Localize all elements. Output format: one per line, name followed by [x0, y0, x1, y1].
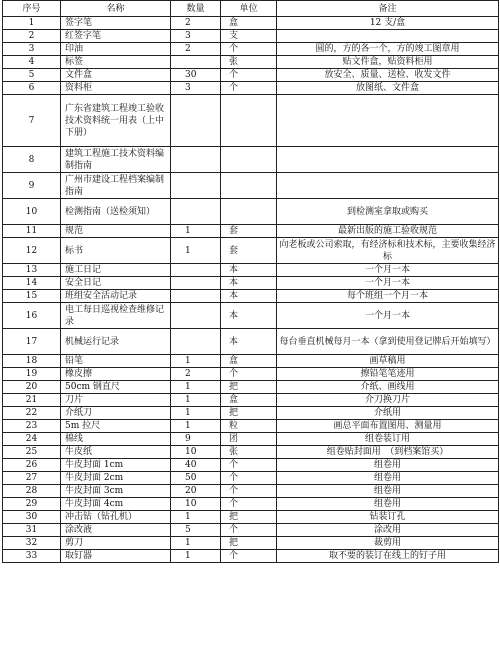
cell-note: 组卷用 [277, 459, 499, 472]
table-row [3, 238, 499, 264]
cell-note: 画草稿用 [277, 355, 499, 368]
table-row [3, 433, 499, 446]
cell-note: 放图纸、文件盒 [277, 82, 499, 95]
cell-unit: 本 [221, 329, 277, 355]
cell-qty: 1 [171, 238, 221, 264]
cell-name: 广东省建筑工程竣工验收技术资料统一用表（上中下册） [61, 95, 171, 147]
cell-name: 印油 [61, 43, 171, 56]
cell-no: 25 [3, 446, 61, 459]
header-note: 备注 [277, 1, 499, 17]
cell-qty: 20 [171, 485, 221, 498]
cell-name: 5m 拉尺 [61, 420, 171, 433]
cell-name: 棉线 [61, 433, 171, 446]
cell-name: 班组安全活动记录 [61, 290, 171, 303]
cell-note: 到检测室拿取或购买 [277, 199, 499, 225]
cell-qty: 3 [171, 30, 221, 43]
cell-name: 资料柜 [61, 82, 171, 95]
cell-unit: 本 [221, 290, 277, 303]
cell-note: 涂改用 [277, 524, 499, 537]
cell-note: 取不要的装订在线上的钉子用 [277, 550, 499, 563]
header-name: 名称 [61, 1, 171, 17]
cell-no: 15 [3, 290, 61, 303]
cell-qty: 1 [171, 225, 221, 238]
table-row [3, 355, 499, 368]
table-row [3, 225, 499, 238]
cell-name: 牛皮封面 3cm [61, 485, 171, 498]
table-header-row [3, 1, 499, 17]
cell-note [277, 95, 499, 147]
cell-qty [171, 277, 221, 290]
cell-unit: 套 [221, 238, 277, 264]
cell-qty [171, 95, 221, 147]
cell-name: 广州市建设工程档案编制指南 [61, 173, 171, 199]
cell-name: 牛皮封面 2cm [61, 472, 171, 485]
cell-note: 组卷用 [277, 485, 499, 498]
cell-note: 组卷用 [277, 498, 499, 511]
cell-note: 12 支/盒 [277, 17, 499, 30]
cell-unit [221, 95, 277, 147]
cell-name: 建筑工程施工技术资料编制指南 [61, 147, 171, 173]
table-row [3, 498, 499, 511]
cell-unit: 本 [221, 264, 277, 277]
cell-name: 机械运行记录 [61, 329, 171, 355]
cell-note: 最新出版的施工验收规范 [277, 225, 499, 238]
cell-note: 每个班组一个月一本 [277, 290, 499, 303]
table-row [3, 95, 499, 147]
cell-note [277, 173, 499, 199]
cell-name: 标书 [61, 238, 171, 264]
cell-no: 7 [3, 95, 61, 147]
supplies-table [2, 0, 499, 563]
cell-no: 10 [3, 199, 61, 225]
table-row [3, 472, 499, 485]
cell-qty [171, 199, 221, 225]
cell-qty [171, 147, 221, 173]
table-row [3, 407, 499, 420]
cell-qty [171, 329, 221, 355]
table-row [3, 69, 499, 82]
cell-note: 组卷贴封面用 （到档案馆买） [277, 446, 499, 459]
cell-qty: 40 [171, 459, 221, 472]
cell-unit: 个 [221, 43, 277, 56]
cell-qty: 1 [171, 394, 221, 407]
cell-name: 冲击钻（钻孔机） [61, 511, 171, 524]
cell-note: 裁剪用 [277, 537, 499, 550]
cell-name: 安全日记 [61, 277, 171, 290]
cell-no: 16 [3, 303, 61, 329]
cell-unit: 本 [221, 303, 277, 329]
cell-qty: 2 [171, 43, 221, 56]
cell-unit: 团 [221, 433, 277, 446]
cell-no: 12 [3, 238, 61, 264]
cell-name: 牛皮封面 4cm [61, 498, 171, 511]
cell-no: 23 [3, 420, 61, 433]
table-row [3, 537, 499, 550]
cell-note: 擦铅笔笔迹用 [277, 368, 499, 381]
cell-note [277, 30, 499, 43]
cell-name: 剪刀 [61, 537, 171, 550]
cell-qty: 10 [171, 498, 221, 511]
cell-unit: 盒 [221, 394, 277, 407]
cell-unit: 个 [221, 472, 277, 485]
cell-no: 14 [3, 277, 61, 290]
cell-qty: 1 [171, 407, 221, 420]
table-row [3, 56, 499, 69]
table-row [3, 43, 499, 56]
cell-qty: 50 [171, 472, 221, 485]
cell-unit: 把 [221, 537, 277, 550]
table-row [3, 199, 499, 225]
cell-unit: 套 [221, 225, 277, 238]
cell-name: 电工每日巡视检查维修记录 [61, 303, 171, 329]
table-row [3, 329, 499, 355]
cell-name: 牛皮封面 1cm [61, 459, 171, 472]
table-row [3, 420, 499, 433]
cell-qty: 1 [171, 420, 221, 433]
table-row [3, 303, 499, 329]
table-row [3, 147, 499, 173]
cell-no: 28 [3, 485, 61, 498]
cell-no: 32 [3, 537, 61, 550]
header-no: 序号 [3, 1, 61, 17]
table-row [3, 446, 499, 459]
cell-qty: 5 [171, 524, 221, 537]
cell-qty [171, 290, 221, 303]
cell-name: 规范 [61, 225, 171, 238]
cell-no: 21 [3, 394, 61, 407]
cell-note: 画总平面布置图用、测量用 [277, 420, 499, 433]
cell-no: 6 [3, 82, 61, 95]
cell-no: 22 [3, 407, 61, 420]
cell-no: 29 [3, 498, 61, 511]
table-row [3, 459, 499, 472]
cell-qty [171, 56, 221, 69]
table-row [3, 173, 499, 199]
table-row [3, 524, 499, 537]
cell-note: 一个月一本 [277, 277, 499, 290]
cell-unit: 个 [221, 485, 277, 498]
cell-unit: 粒 [221, 420, 277, 433]
cell-no: 17 [3, 329, 61, 355]
cell-name: 牛皮纸 [61, 446, 171, 459]
cell-no: 3 [3, 43, 61, 56]
table-row [3, 394, 499, 407]
cell-no: 1 [3, 17, 61, 30]
cell-unit: 把 [221, 407, 277, 420]
cell-note: 一个月一本 [277, 264, 499, 277]
cell-name: 文件盒 [61, 69, 171, 82]
cell-qty: 2 [171, 368, 221, 381]
table-row [3, 550, 499, 563]
cell-unit: 个 [221, 69, 277, 82]
cell-name: 红签字笔 [61, 30, 171, 43]
cell-unit: 盒 [221, 355, 277, 368]
cell-note: 每台垂直机械每月一本（拿到使用登记牌后开始填写） [277, 329, 499, 355]
cell-no: 18 [3, 355, 61, 368]
cell-note: 组卷装订用 [277, 433, 499, 446]
cell-no: 9 [3, 173, 61, 199]
cell-qty: 3 [171, 82, 221, 95]
table-row [3, 368, 499, 381]
cell-no: 24 [3, 433, 61, 446]
cell-note: 向老板或公司索取，有经济标和技术标，主要收集经济标 [277, 238, 499, 264]
cell-no: 11 [3, 225, 61, 238]
cell-no: 8 [3, 147, 61, 173]
cell-name: 签字笔 [61, 17, 171, 30]
cell-unit: 把 [221, 511, 277, 524]
cell-no: 26 [3, 459, 61, 472]
cell-unit: 个 [221, 550, 277, 563]
cell-note: 圆的，方的各一个，方的竣工图章用 [277, 43, 499, 56]
table-row [3, 264, 499, 277]
cell-qty: 1 [171, 537, 221, 550]
cell-unit [221, 199, 277, 225]
table-body [3, 17, 499, 563]
cell-name: 刀片 [61, 394, 171, 407]
cell-note: 放安全、质量、送检、收发文件 [277, 69, 499, 82]
cell-name: 50cm 钢直尺 [61, 381, 171, 394]
cell-note: 介刀换刀片 [277, 394, 499, 407]
table-row [3, 82, 499, 95]
cell-unit: 张 [221, 56, 277, 69]
cell-unit: 个 [221, 82, 277, 95]
cell-unit: 个 [221, 368, 277, 381]
cell-unit: 个 [221, 459, 277, 472]
table-row [3, 30, 499, 43]
cell-note: 介纸、画线用 [277, 381, 499, 394]
cell-unit: 个 [221, 524, 277, 537]
cell-name: 标签 [61, 56, 171, 69]
table-row [3, 17, 499, 30]
cell-name: 铅笔 [61, 355, 171, 368]
cell-note: 介纸用 [277, 407, 499, 420]
header-qty: 数量 [171, 1, 221, 17]
cell-note: 组卷用 [277, 472, 499, 485]
cell-unit: 盒 [221, 17, 277, 30]
cell-no: 20 [3, 381, 61, 394]
cell-no: 31 [3, 524, 61, 537]
cell-unit [221, 173, 277, 199]
cell-name: 橡皮擦 [61, 368, 171, 381]
cell-no: 30 [3, 511, 61, 524]
table-row [3, 277, 499, 290]
cell-name: 施工日记 [61, 264, 171, 277]
cell-no: 33 [3, 550, 61, 563]
header-unit: 单位 [221, 1, 277, 17]
table-row [3, 485, 499, 498]
cell-unit: 张 [221, 446, 277, 459]
cell-name: 涂改液 [61, 524, 171, 537]
cell-note: 贴文件盒，贴资料柜用 [277, 56, 499, 69]
cell-no: 2 [3, 30, 61, 43]
cell-qty: 2 [171, 17, 221, 30]
cell-qty: 1 [171, 511, 221, 524]
table-row [3, 381, 499, 394]
cell-no: 27 [3, 472, 61, 485]
cell-name: 介纸刀 [61, 407, 171, 420]
cell-unit: 把 [221, 381, 277, 394]
table-row [3, 511, 499, 524]
cell-name: 取钉器 [61, 550, 171, 563]
cell-unit: 个 [221, 498, 277, 511]
cell-qty: 1 [171, 381, 221, 394]
cell-unit [221, 147, 277, 173]
cell-note: 一个月一本 [277, 303, 499, 329]
cell-no: 13 [3, 264, 61, 277]
cell-qty [171, 264, 221, 277]
cell-unit: 支 [221, 30, 277, 43]
cell-unit: 本 [221, 277, 277, 290]
cell-note: 钻装订孔 [277, 511, 499, 524]
table-row [3, 290, 499, 303]
cell-no: 5 [3, 69, 61, 82]
cell-qty: 1 [171, 355, 221, 368]
cell-name: 检测指南（送检须知） [61, 199, 171, 225]
cell-note [277, 147, 499, 173]
cell-qty [171, 173, 221, 199]
cell-qty: 9 [171, 433, 221, 446]
cell-qty [171, 303, 221, 329]
cell-no: 4 [3, 56, 61, 69]
cell-qty: 30 [171, 69, 221, 82]
cell-qty: 10 [171, 446, 221, 459]
cell-qty: 1 [171, 550, 221, 563]
cell-no: 19 [3, 368, 61, 381]
